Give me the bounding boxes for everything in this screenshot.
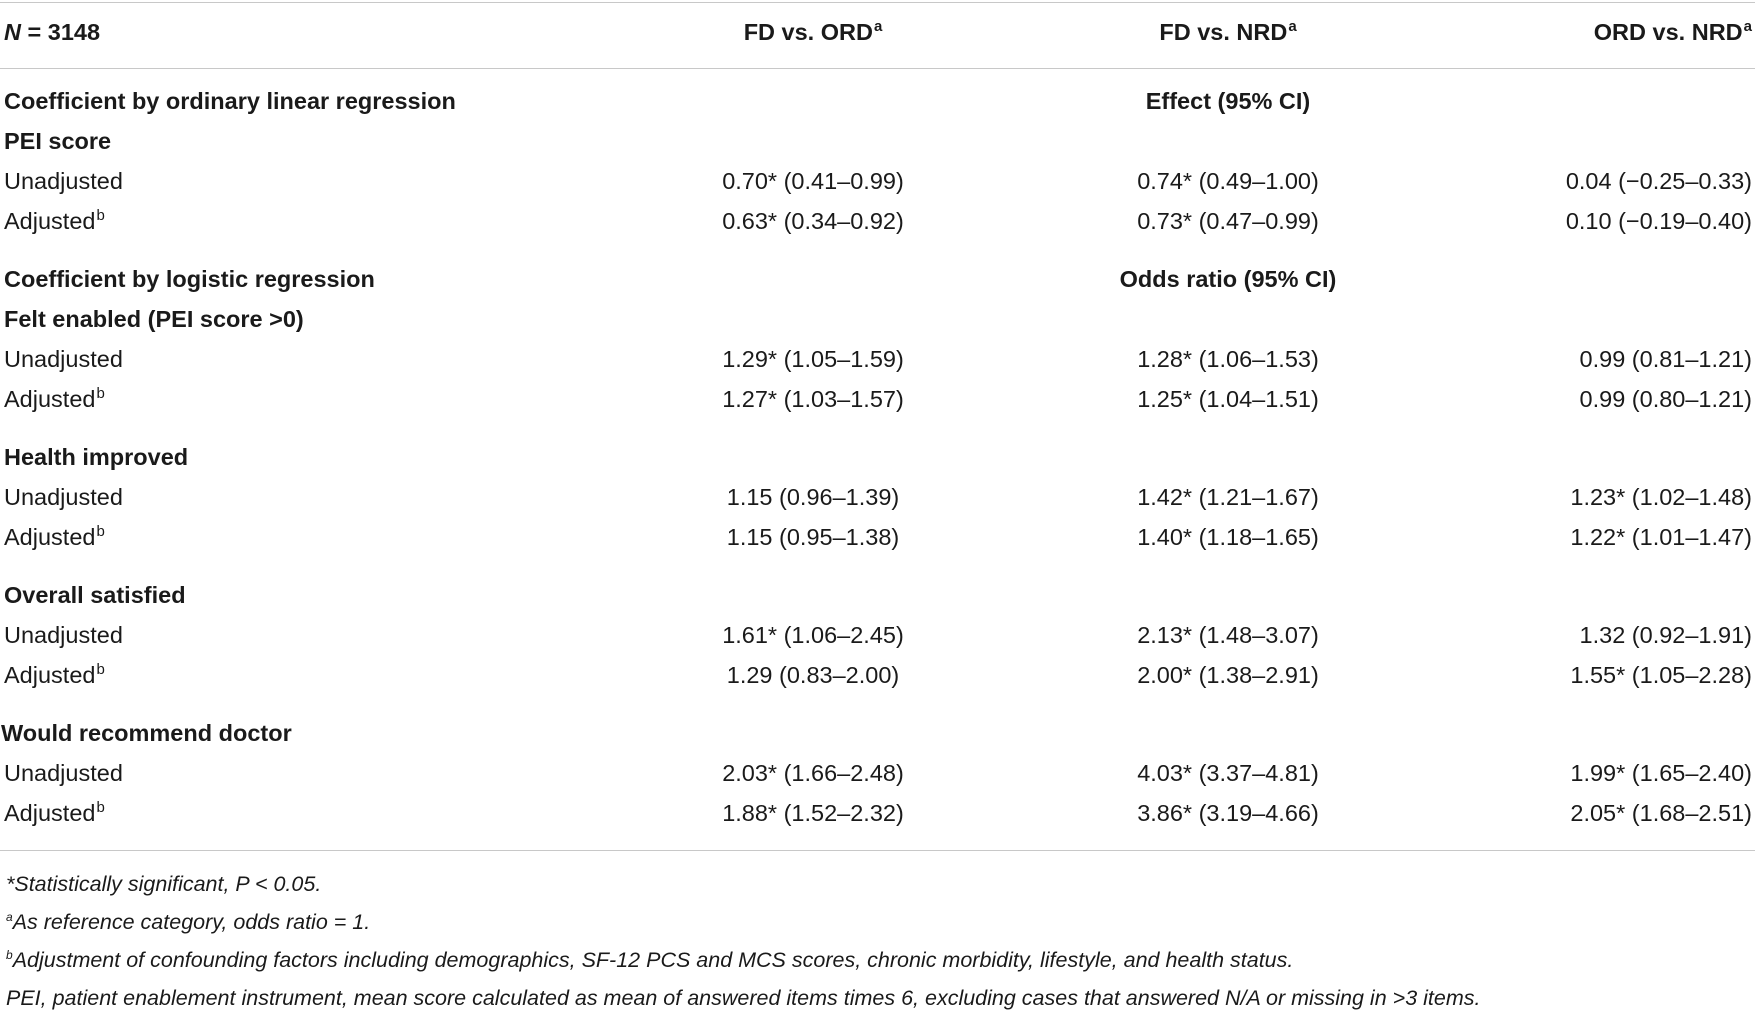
row-label-sup: b: [96, 207, 105, 224]
table-cell: 0.74* (0.49–1.00): [1137, 168, 1319, 194]
section-linear-measure: Effect (95% CI): [1145, 88, 1311, 114]
table-cell: 0.70* (0.41–0.99): [722, 168, 904, 194]
row-label-sup: b: [96, 661, 105, 678]
table-cell: 1.42* (1.21–1.67): [1137, 484, 1319, 510]
header-col-fd-ord: [744, 18, 883, 50]
row-label: Unadjusted: [4, 622, 123, 648]
row-label: [4, 661, 105, 693]
table-cell: 1.23* (1.02–1.48): [1570, 484, 1752, 510]
group-title-pei-score: PEI score: [4, 128, 112, 154]
group-title-overall-satisfied: Overall satisfied: [4, 582, 186, 608]
row-label: Unadjusted: [4, 168, 123, 194]
section-logistic: Coefficient by logistic regression: [4, 266, 375, 292]
footnote-significance: *Statistically significant, P < 0.05.: [6, 872, 322, 896]
table-cell: 1.22* (1.01–1.47): [1570, 524, 1752, 550]
header-col-sup: a: [1743, 18, 1752, 35]
table-cell: 1.25* (1.04–1.51): [1137, 386, 1319, 412]
table-cell: 0.10 (−0.19–0.40): [1565, 208, 1752, 234]
table-bottom-rule: [0, 850, 1755, 851]
footnote-a: [6, 909, 370, 938]
table-top-rule: [0, 2, 1755, 3]
table-cell: 2.05* (1.68–2.51): [1570, 800, 1752, 826]
table-cell: 2.00* (1.38–2.91): [1137, 662, 1319, 688]
footnote-a-mark: a: [6, 910, 13, 924]
footnote-pei: PEI, patient enablement instrument, mean score calculated as mean of answered items times 6, excluding cases that answered N/A or missing in >3 items.: [6, 986, 1481, 1010]
table-cell: 1.32 (0.92–1.91): [1579, 622, 1752, 648]
table-cell: 0.99 (0.80–1.21): [1579, 386, 1752, 412]
n-value: = 3148: [20, 19, 101, 45]
table-cell: 1.61* (1.06–2.45): [722, 622, 904, 648]
header-col-label: ORD vs. NRD: [1593, 19, 1743, 45]
footnote-a-text: As reference category, odds ratio = 1.: [12, 910, 371, 934]
header-col-fd-nrd: [1159, 18, 1296, 50]
table-cell: 2.13* (1.48–3.07): [1137, 622, 1319, 648]
row-label-text: Adjusted: [4, 208, 96, 234]
group-title-would-recommend-doctor: Would recommend doctor: [1, 720, 292, 746]
table-cell: 0.63* (0.34–0.92): [722, 208, 904, 234]
row-label: Unadjusted: [4, 484, 123, 510]
n-symbol: N: [4, 19, 21, 45]
header-col-sup: a: [873, 18, 883, 35]
table-cell: 0.73* (0.47–0.99): [1137, 208, 1319, 234]
group-title-felt-enabled: Felt enabled (PEI score >0): [4, 306, 304, 332]
header-col-ord-nrd: [1594, 18, 1752, 50]
row-label-text: Adjusted: [4, 662, 96, 688]
table-cell: 0.99 (0.81–1.21): [1579, 346, 1752, 372]
footnote-b-text: Adjustment of confounding factors including demographics, SF-12 PCS and MCS scores, chronic morbidity, lifestyle, and health status.: [12, 948, 1294, 972]
section-logistic-measure: Odds ratio (95% CI): [1119, 266, 1337, 292]
row-label: [4, 523, 105, 555]
row-label-text: Adjusted: [4, 800, 96, 826]
table-cell: 1.88* (1.52–2.32): [722, 800, 904, 826]
row-label: [4, 799, 105, 831]
section-linear: Coefficient by ordinary linear regression: [4, 88, 456, 114]
row-label-text: Adjusted: [4, 524, 96, 550]
row-label: Unadjusted: [4, 760, 123, 786]
table-cell: 2.03* (1.66–2.48): [722, 760, 904, 786]
table-cell: 1.99* (1.65–2.40): [1570, 760, 1752, 786]
row-label-sup: b: [96, 523, 105, 540]
table-cell: 1.55* (1.05–2.28): [1570, 662, 1752, 688]
table-cell: 1.15 (0.95–1.38): [726, 524, 900, 550]
row-label: Unadjusted: [4, 346, 123, 372]
table-cell: 1.15 (0.96–1.39): [726, 484, 900, 510]
group-title-health-improved: Health improved: [4, 444, 189, 470]
table-cell: 1.29* (1.05–1.59): [722, 346, 904, 372]
row-label-sup: b: [96, 385, 105, 402]
table-cell: 1.29 (0.83–2.00): [726, 662, 900, 688]
footnote-b: [6, 947, 1293, 976]
table-cell: 3.86* (3.19–4.66): [1137, 800, 1319, 826]
table-cell: 4.03* (3.37–4.81): [1137, 760, 1319, 786]
footnote-b-mark: b: [6, 948, 13, 962]
header-col-sup: a: [1288, 18, 1297, 35]
table-cell: 1.27* (1.03–1.57): [722, 386, 904, 412]
table-cell: 1.40* (1.18–1.65): [1137, 524, 1319, 550]
header-rule: [0, 68, 1755, 69]
header-n: [4, 18, 100, 46]
header-col-label: FD vs. NRD: [1159, 19, 1288, 45]
table-cell: 1.28* (1.06–1.53): [1137, 346, 1319, 372]
row-label: [4, 207, 105, 239]
row-label-text: Adjusted: [4, 386, 96, 412]
row-label: [4, 385, 105, 417]
row-label-sup: b: [96, 799, 105, 816]
header-col-label: FD vs. ORD: [743, 19, 873, 45]
table-cell: 0.04 (−0.25–0.33): [1565, 168, 1752, 194]
